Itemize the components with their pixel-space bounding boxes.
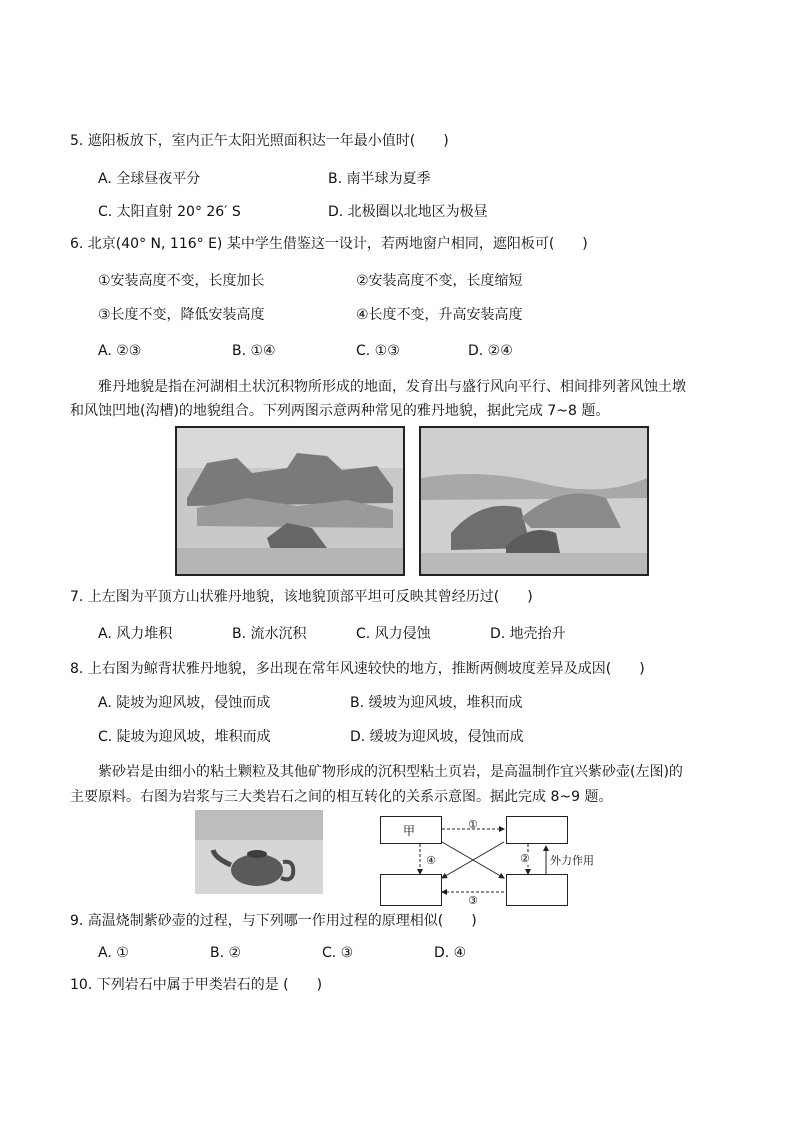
q6-statement-4: ④长度不变，升高安装高度 (356, 307, 523, 323)
q6-option-c: C. ①③ (356, 343, 400, 359)
q6-statement-3: ③长度不变，降低安装高度 (98, 307, 265, 323)
box-jia (380, 816, 442, 844)
arrow-1-label: ① (468, 818, 478, 831)
q7-stem: 7. 上左图为平顶方山状雅丹地貌，该地貌顶部平坦可反映其曾经历过( ) (70, 589, 533, 605)
q5-option-d: D. 北极圈以北地区为极昼 (328, 204, 488, 220)
q8-option-a: A. 陡坡为迎风坡，侵蚀而成 (98, 695, 271, 711)
q9-option-c: C. ③ (322, 945, 354, 961)
q10-stem: 10. 下列岩石中属于甲类岩石的是 ( ) (70, 977, 323, 993)
q7-option-d: D. 地壳抬升 (490, 626, 566, 642)
q5-option-c: C. 太阳直射 20° 26′ S (98, 204, 241, 220)
yardang-whaleback-photo (419, 426, 649, 576)
q8-option-d: D. 缓坡为迎风坡，侵蚀而成 (350, 729, 524, 745)
q5-option-a: A. 全球昼夜平分 (98, 171, 201, 187)
box-bottom-right (506, 874, 568, 906)
box-bottom-left (380, 874, 442, 906)
passage2-line2: 主要原料。右图为岩浆与三大类岩石之间的相互转化的关系示意图。据此完成 8~9 题。 (70, 789, 613, 805)
q9-stem: 9. 高温烧制紫砂壶的过程，与下列哪一作用过程的原理相似( ) (70, 913, 477, 929)
q6-statement-1: ①安装高度不变，长度加长 (98, 273, 265, 289)
q6-option-a: A. ②③ (98, 343, 142, 359)
q6-stem: 6. 北京(40° N, 116° E) 某中学生借鉴这一设计，若两地窗户相同，遮阳板可( ) (70, 236, 588, 252)
q8-option-c: C. 陡坡为迎风坡，堆积而成 (98, 729, 271, 745)
q6-option-d: D. ②④ (468, 343, 513, 359)
rock-cycle-diagram (380, 812, 594, 907)
arrow-3-label: ③ (468, 894, 478, 907)
q8-option-b: B. 缓坡为迎风坡，堆积而成 (350, 695, 523, 711)
external-force-label: 外力作用 (550, 854, 594, 867)
arrow-2-label: ② (520, 852, 530, 865)
passage1-line2: 和风蚀凹地(沟槽)的地貌组合。下列两图示意两种常见的雅丹地貌，据此完成 7~8 题。 (70, 403, 610, 419)
box-jia-label: 甲 (403, 824, 416, 838)
arrow-4-label: ④ (426, 854, 436, 867)
q6-option-b: B. ①④ (232, 343, 276, 359)
purple-clay-teapot-photo (195, 810, 323, 894)
q9-option-b: B. ② (210, 945, 242, 961)
yardang-flat-top-photo (175, 426, 405, 576)
q6-statement-2: ②安装高度不变，长度缩短 (356, 273, 523, 289)
q9-option-a: A. ① (98, 945, 129, 961)
box-top-right (506, 816, 568, 844)
q7-option-b: B. 流水沉积 (232, 626, 307, 642)
q7-option-a: A. 风力堆积 (98, 626, 173, 642)
q5-option-b: B. 南半球为夏季 (328, 171, 431, 187)
q7-option-c: C. 风力侵蚀 (356, 626, 431, 642)
passage1-line1: 雅丹地貌是指在河湖相土状沉积物所形成的地面，发育出与盛行风向平行、相间排列著风蚀土墩 (98, 379, 686, 395)
q8-stem: 8. 上右图为鲸背状雅丹地貌，多出现在常年风速较快的地方，推断两侧坡度差异及成因( ) (70, 661, 645, 677)
q9-option-d: D. ④ (434, 945, 467, 961)
q5-stem: 5. 遮阳板放下，室内正午太阳光照面积达一年最小值时( ) (70, 133, 449, 149)
passage2-line1: 紫砂岩是由细小的粘土颗粒及其他矿物形成的沉积型粘土页岩，是高温制作宜兴紫砂壶(左图)的 (98, 764, 683, 780)
